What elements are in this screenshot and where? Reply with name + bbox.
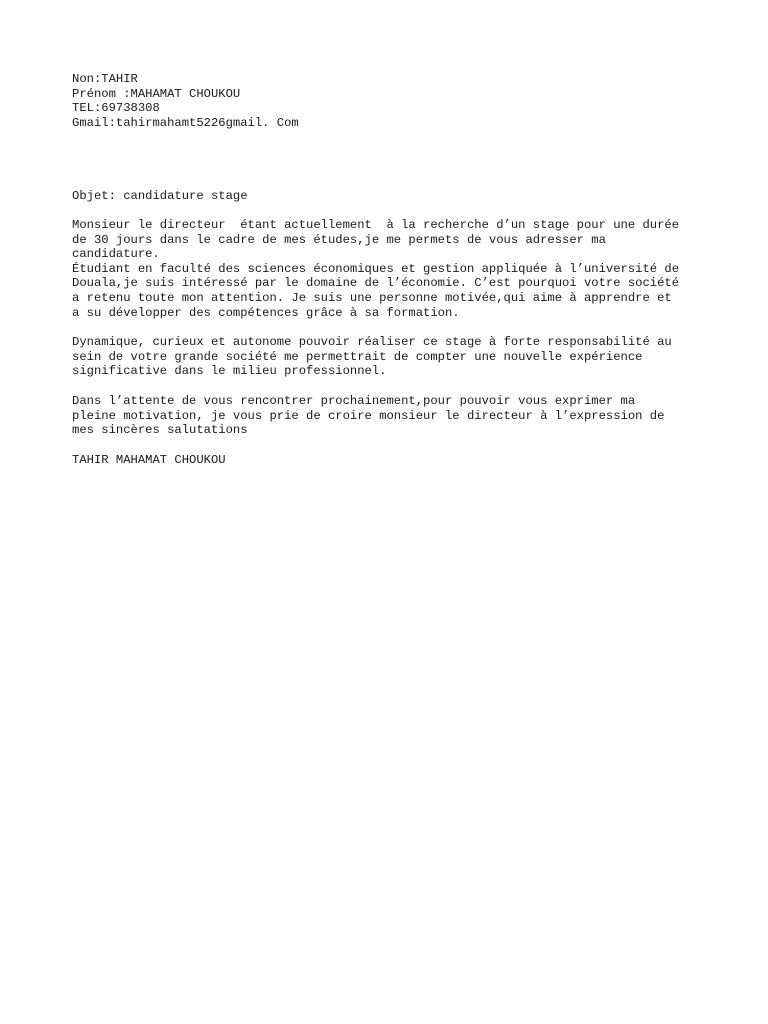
paragraph1-line: de 30 jours dans le cadre de mes études,je me permets de vous adresser ma [72, 232, 606, 247]
paragraph1-line: a retenu toute mon attention. Je suis une personne motivée,qui aime à apprendre et [72, 291, 672, 305]
paragraph1-line: Monsieur le directeur étant actuellement à la recherche d’un stage pour une durée [72, 218, 680, 232]
header-email: Gmail:tahirmahamt5226gmail. Com [72, 115, 299, 130]
header-name: Non:TAHIR [72, 72, 138, 86]
paragraph1-line: Douala,je suis intéressé par le domaine de l’économie. C’est pourquoi votre société [72, 276, 680, 291]
header-phone: TEL:69738308 [72, 101, 160, 116]
header-first-name: Prénom :MAHAMAT CHOUKOU [72, 86, 241, 101]
paragraph3-line: Dans l’attente de vous rencontrer prochainement,pour pouvoir vous exprimer ma [72, 394, 636, 408]
paragraph3-line: mes sincères salutations [72, 423, 248, 438]
paragraph1-line: a su développer des compétences grâce à sa formation. [72, 305, 460, 320]
paragraph2-line: Dynamique, curieux et autonome pouvoir réaliser ce stage à forte responsabilité au [72, 335, 672, 349]
paragraph1-line: Étudiant en faculté des sciences économiques et gestion appliquée à l’université de [72, 261, 680, 276]
paragraph3-line: pleine motivation, je vous prie de croire monsieur le directeur à l’expression de [72, 408, 665, 423]
paragraph2-line: sein de votre grande société me permettrait de compter une nouvelle expérience [72, 349, 643, 364]
paragraph2-line: significative dans le milieu professionnel. [72, 364, 387, 379]
paragraph1-line: candidature. [72, 247, 160, 262]
signature: TAHIR MAHAMAT CHOUKOU [72, 453, 226, 467]
subject-line: Objet: candidature stage [72, 189, 248, 203]
